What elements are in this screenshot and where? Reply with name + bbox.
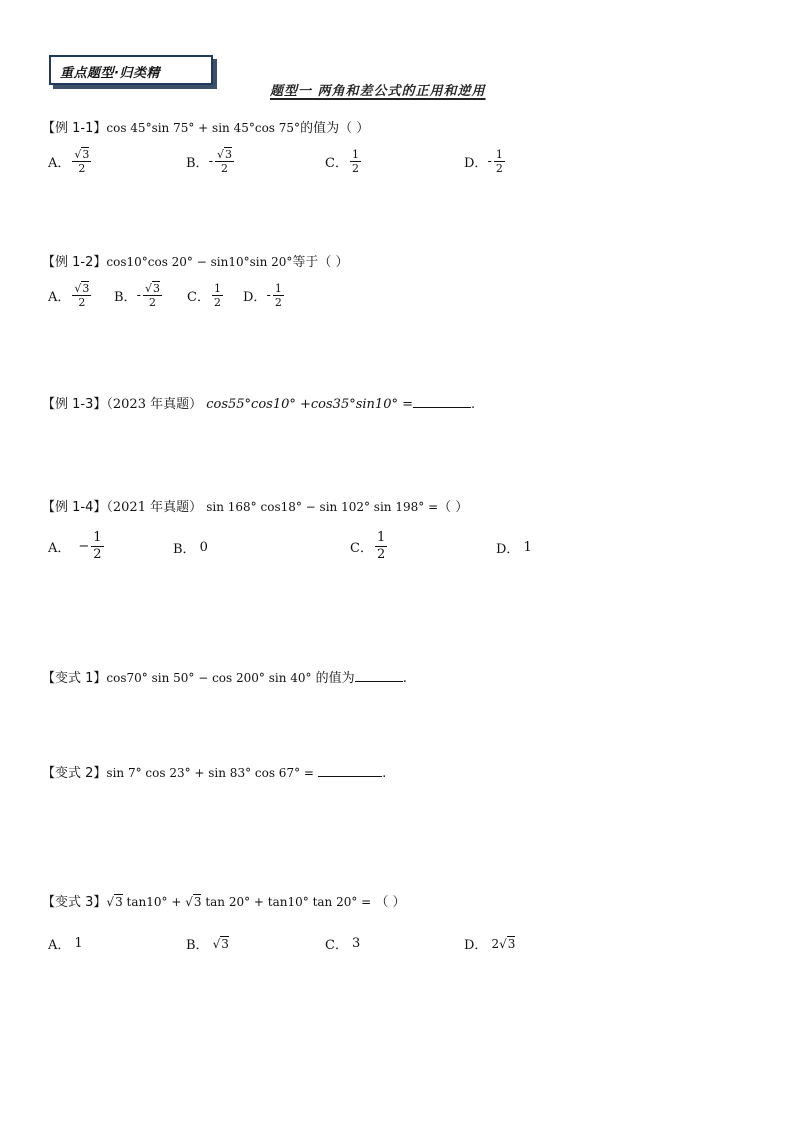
question-expression: cos70° sin 50° − cos 200° sin 40° — [106, 671, 312, 685]
topic-title: 题型一 两角和差公式的正用和逆用 — [270, 84, 486, 99]
variant-2 — [42, 763, 386, 784]
option-b[interactable]: B． - $\frac{√3}{2}$ — [114, 282, 160, 309]
option-d[interactable]: D． 1 — [496, 540, 532, 557]
question-tail: . — [382, 766, 387, 781]
question-tail: . — [402, 671, 407, 686]
fraction: $\frac{√3}{2}$ — [144, 282, 160, 309]
question-source: （2021 年真题） — [106, 500, 203, 515]
option-a[interactable]: A． $\frac{√3}{2}$ — [48, 282, 90, 309]
option-b[interactable]: B． √3 — [186, 936, 229, 953]
question-expression: √3 tan10° + √3 tan 20° + tan10° tan 20° = — [106, 895, 372, 909]
fraction: $\frac{√3}{2}$ — [74, 282, 90, 309]
question-label: 【例 1-4】 — [42, 500, 107, 515]
option-b[interactable]: B． 0 — [173, 540, 208, 557]
option-c[interactable]: C． $\frac{1}{2}$ — [187, 282, 221, 309]
option-d[interactable]: D． 2√3 — [464, 936, 516, 953]
variant-3 — [42, 892, 406, 913]
question-tail: （ ） — [375, 895, 406, 910]
option-a[interactable]: A． 1 — [48, 936, 83, 953]
fraction: $\frac{√3}{2}$ — [216, 148, 232, 175]
question-tail-pre: 的值为 — [315, 671, 355, 686]
answer-blank[interactable] — [413, 407, 471, 408]
question-1-2 — [42, 252, 349, 273]
question-label: 【例 1-2】 — [42, 255, 107, 270]
option-c[interactable]: C． 3 — [325, 936, 361, 953]
question-tail: . — [471, 397, 476, 412]
option-d[interactable]: D． - $\frac{1}{2}$ — [243, 282, 282, 309]
question-expression: cos10°cos 20° − sin10°sin 20° — [106, 255, 293, 269]
question-label: 【例 1-3】 — [42, 397, 107, 412]
fraction: $\frac{1}{2}$ — [213, 282, 221, 309]
fraction: $\frac{1}{2}$ — [376, 530, 386, 562]
question-1-3 — [42, 395, 475, 415]
section-header-label: 重点题型·归类精 — [60, 66, 160, 81]
question-1-1 — [42, 118, 369, 139]
fraction: $\frac{1}{2}$ — [351, 148, 359, 175]
answer-blank[interactable] — [318, 776, 382, 777]
fraction: $\frac{1}{2}$ — [495, 148, 503, 175]
question-label: 【变式 3】 — [42, 895, 107, 910]
question-source: （2023 年真题） — [106, 397, 203, 412]
question-label: 【例 1-1】 — [42, 121, 107, 136]
option-c[interactable]: C． $\frac{1}{2}$ — [350, 530, 386, 562]
question-1-4 — [42, 497, 468, 518]
fraction: $\frac{√3}{2}$ — [74, 148, 90, 175]
fraction: $\frac{1}{2}$ — [274, 282, 282, 309]
question-expression: sin 168° cos18° − sin 102° sin 198° = — [206, 500, 439, 514]
variant-1 — [42, 668, 407, 689]
question-expression: cos55°cos10° +cos35°sin10° = — [206, 397, 413, 412]
option-a[interactable]: A． $\frac{√3}{2}$ — [48, 148, 90, 175]
option-c[interactable]: C． $\frac{1}{2}$ — [325, 148, 359, 175]
answer-blank[interactable] — [355, 681, 403, 682]
option-a[interactable]: A． − $\frac{1}{2}$ — [48, 530, 102, 562]
option-b[interactable]: B． - $\frac{√3}{2}$ — [186, 148, 232, 175]
question-label: 【变式 1】 — [42, 671, 107, 686]
question-expression: sin 7° cos 23° + sin 83° cos 67° = — [106, 766, 314, 780]
question-tail: 的值为（ ） — [300, 121, 370, 136]
fraction: $\frac{1}{2}$ — [93, 530, 102, 562]
question-tail: （ ） — [438, 500, 469, 515]
question-expression: cos 45°sin 75° + sin 45°cos 75° — [106, 121, 301, 135]
question-tail: 等于（ ） — [292, 255, 349, 270]
question-label: 【变式 2】 — [42, 766, 107, 781]
option-d[interactable]: D． - $\frac{1}{2}$ — [464, 148, 503, 175]
